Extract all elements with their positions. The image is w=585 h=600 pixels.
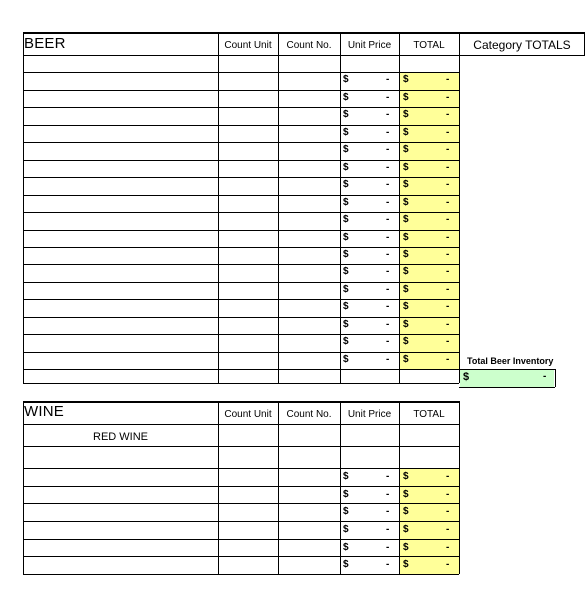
total-currency: $ xyxy=(403,74,409,85)
beer-row-line xyxy=(23,282,459,283)
unit-price-currency: $ xyxy=(343,214,349,225)
unit-price-currency: $ xyxy=(343,266,349,277)
total-value: - xyxy=(446,249,450,260)
wine-col-divider xyxy=(340,401,341,574)
total-currency: $ xyxy=(403,559,409,570)
unit-price-value: - xyxy=(386,162,390,173)
unit-price-currency: $ xyxy=(343,74,349,85)
category-header-bottom xyxy=(459,55,585,56)
beer-row-line xyxy=(23,90,459,91)
unit-price-value: - xyxy=(386,214,390,225)
beer-row-line xyxy=(23,195,459,196)
beer-row-line xyxy=(23,142,459,143)
grand-total-currency: $ xyxy=(463,371,470,383)
unit-price-currency: $ xyxy=(343,301,349,312)
unit-price-currency: $ xyxy=(343,92,349,103)
unit-price-currency: $ xyxy=(343,506,349,517)
total-currency: $ xyxy=(403,319,409,330)
category-totals-header: Category TOTALS xyxy=(473,38,571,52)
total-value: - xyxy=(446,506,450,517)
unit-price-value: - xyxy=(386,524,390,535)
total-value: - xyxy=(446,144,450,155)
beer-row-line xyxy=(23,107,459,108)
total-currency: $ xyxy=(403,232,409,243)
unit-price-currency: $ xyxy=(343,559,349,570)
unit-price-value: - xyxy=(386,559,390,570)
beer-section-title: BEER xyxy=(24,35,66,52)
beer-row-line xyxy=(23,334,459,335)
total-currency: $ xyxy=(403,284,409,295)
wine-column-header: Count No. xyxy=(286,409,332,420)
total-value: - xyxy=(446,109,450,120)
total-value: - xyxy=(446,74,450,85)
unit-price-currency: $ xyxy=(343,284,349,295)
unit-price-currency: $ xyxy=(343,336,349,347)
beer-col-divider xyxy=(278,32,279,383)
beer-col-divider xyxy=(218,32,219,383)
total-value: - xyxy=(446,559,450,570)
total-currency: $ xyxy=(403,336,409,347)
wine-row-line xyxy=(23,574,459,575)
total-value: - xyxy=(446,92,450,103)
wine-row-line xyxy=(23,521,459,522)
wine-column-header: TOTAL xyxy=(413,409,445,420)
total-currency: $ xyxy=(403,524,409,535)
beer-row-line xyxy=(23,369,459,370)
beer-left-edge xyxy=(23,32,24,383)
wine-row-line xyxy=(23,556,459,557)
wine-row-line xyxy=(23,486,459,487)
total-currency: $ xyxy=(403,266,409,277)
unit-price-value: - xyxy=(386,301,390,312)
beer-row-line xyxy=(23,177,459,178)
unit-price-currency: $ xyxy=(343,524,349,535)
wine-header-line xyxy=(23,424,459,425)
total-currency: $ xyxy=(403,179,409,190)
wine-col-divider xyxy=(218,401,219,574)
unit-price-value: - xyxy=(386,179,390,190)
beer-column-header: Count Unit xyxy=(224,40,272,51)
unit-price-currency: $ xyxy=(343,197,349,208)
unit-price-currency: $ xyxy=(343,127,349,138)
wine-row-line xyxy=(23,539,459,540)
unit-price-value: - xyxy=(386,336,390,347)
unit-price-value: - xyxy=(386,92,390,103)
unit-price-currency: $ xyxy=(343,249,349,260)
wine-top-border xyxy=(23,401,459,403)
total-value: - xyxy=(446,319,450,330)
total-currency: $ xyxy=(403,301,409,312)
total-value: - xyxy=(446,284,450,295)
total-currency: $ xyxy=(403,197,409,208)
wine-col-divider xyxy=(459,401,460,574)
wine-column-header: Unit Price xyxy=(347,409,392,420)
total-value: - xyxy=(446,301,450,312)
total-value: - xyxy=(446,524,450,535)
beer-row-line xyxy=(23,264,459,265)
unit-price-currency: $ xyxy=(343,319,349,330)
unit-price-value: - xyxy=(386,232,390,243)
total-currency: $ xyxy=(403,489,409,500)
total-value: - xyxy=(446,127,450,138)
total-value: - xyxy=(446,336,450,347)
grand-total-bottom xyxy=(459,387,555,388)
grand-total-value: - xyxy=(543,371,547,382)
unit-price-value: - xyxy=(386,506,390,517)
wine-column-header: Count Unit xyxy=(224,409,272,420)
unit-price-value: - xyxy=(386,127,390,138)
unit-price-value: - xyxy=(386,109,390,120)
total-beer-inventory-label: Total Beer Inventory xyxy=(467,356,554,366)
total-value: - xyxy=(446,162,450,173)
unit-price-value: - xyxy=(386,197,390,208)
total-currency: $ xyxy=(403,127,409,138)
unit-price-value: - xyxy=(386,471,390,482)
wine-row-line xyxy=(23,446,459,447)
total-currency: $ xyxy=(403,92,409,103)
beer-row-line xyxy=(23,299,459,300)
total-currency: $ xyxy=(403,471,409,482)
total-currency: $ xyxy=(403,144,409,155)
unit-price-currency: $ xyxy=(343,471,349,482)
wine-left-edge xyxy=(23,401,24,574)
unit-price-value: - xyxy=(386,542,390,553)
beer-col-divider xyxy=(340,32,341,383)
unit-price-currency: $ xyxy=(343,232,349,243)
beer-bottom-line xyxy=(23,383,459,384)
beer-top-border xyxy=(23,32,585,34)
total-beer-inventory-cell[interactable] xyxy=(460,370,554,387)
total-currency: $ xyxy=(403,214,409,225)
total-value: - xyxy=(446,489,450,500)
total-currency: $ xyxy=(403,109,409,120)
grand-total-right xyxy=(555,369,556,387)
unit-price-value: - xyxy=(386,249,390,260)
total-value: - xyxy=(446,214,450,225)
beer-row-line xyxy=(23,125,459,126)
total-value: - xyxy=(446,354,450,365)
total-value: - xyxy=(446,179,450,190)
unit-price-currency: $ xyxy=(343,109,349,120)
beer-row-line xyxy=(23,247,459,248)
beer-row-line xyxy=(23,317,459,318)
unit-price-currency: $ xyxy=(343,144,349,155)
wine-col-divider xyxy=(278,401,279,574)
beer-column-header: Count No. xyxy=(286,40,332,51)
unit-price-currency: $ xyxy=(343,489,349,500)
unit-price-value: - xyxy=(386,319,390,330)
wine-row-line xyxy=(23,468,459,469)
total-value: - xyxy=(446,471,450,482)
total-value: - xyxy=(446,197,450,208)
total-value: - xyxy=(446,232,450,243)
total-currency: $ xyxy=(403,249,409,260)
unit-price-currency: $ xyxy=(343,354,349,365)
grand-total-top xyxy=(459,369,555,370)
wine-row-line xyxy=(23,503,459,504)
total-currency: $ xyxy=(403,162,409,173)
beer-row-line xyxy=(23,212,459,213)
unit-price-value: - xyxy=(386,266,390,277)
unit-price-currency: $ xyxy=(343,179,349,190)
beer-column-header: TOTAL xyxy=(413,40,445,51)
wine-section-title: WINE xyxy=(24,403,64,420)
unit-price-value: - xyxy=(386,489,390,500)
total-currency: $ xyxy=(403,354,409,365)
red-wine-label: RED WINE xyxy=(93,431,148,443)
total-value: - xyxy=(446,266,450,277)
unit-price-value: - xyxy=(386,284,390,295)
total-currency: $ xyxy=(403,506,409,517)
beer-header-line xyxy=(23,55,459,56)
beer-column-header: Unit Price xyxy=(347,40,392,51)
total-currency: $ xyxy=(403,542,409,553)
beer-col-divider xyxy=(459,32,460,383)
beer-row-line xyxy=(23,230,459,231)
unit-price-value: - xyxy=(386,144,390,155)
unit-price-currency: $ xyxy=(343,542,349,553)
beer-row-line xyxy=(23,160,459,161)
unit-price-currency: $ xyxy=(343,162,349,173)
unit-price-value: - xyxy=(386,74,390,85)
unit-price-value: - xyxy=(386,354,390,365)
beer-row-line xyxy=(23,72,459,73)
beer-row-line xyxy=(23,352,459,353)
total-value: - xyxy=(446,542,450,553)
